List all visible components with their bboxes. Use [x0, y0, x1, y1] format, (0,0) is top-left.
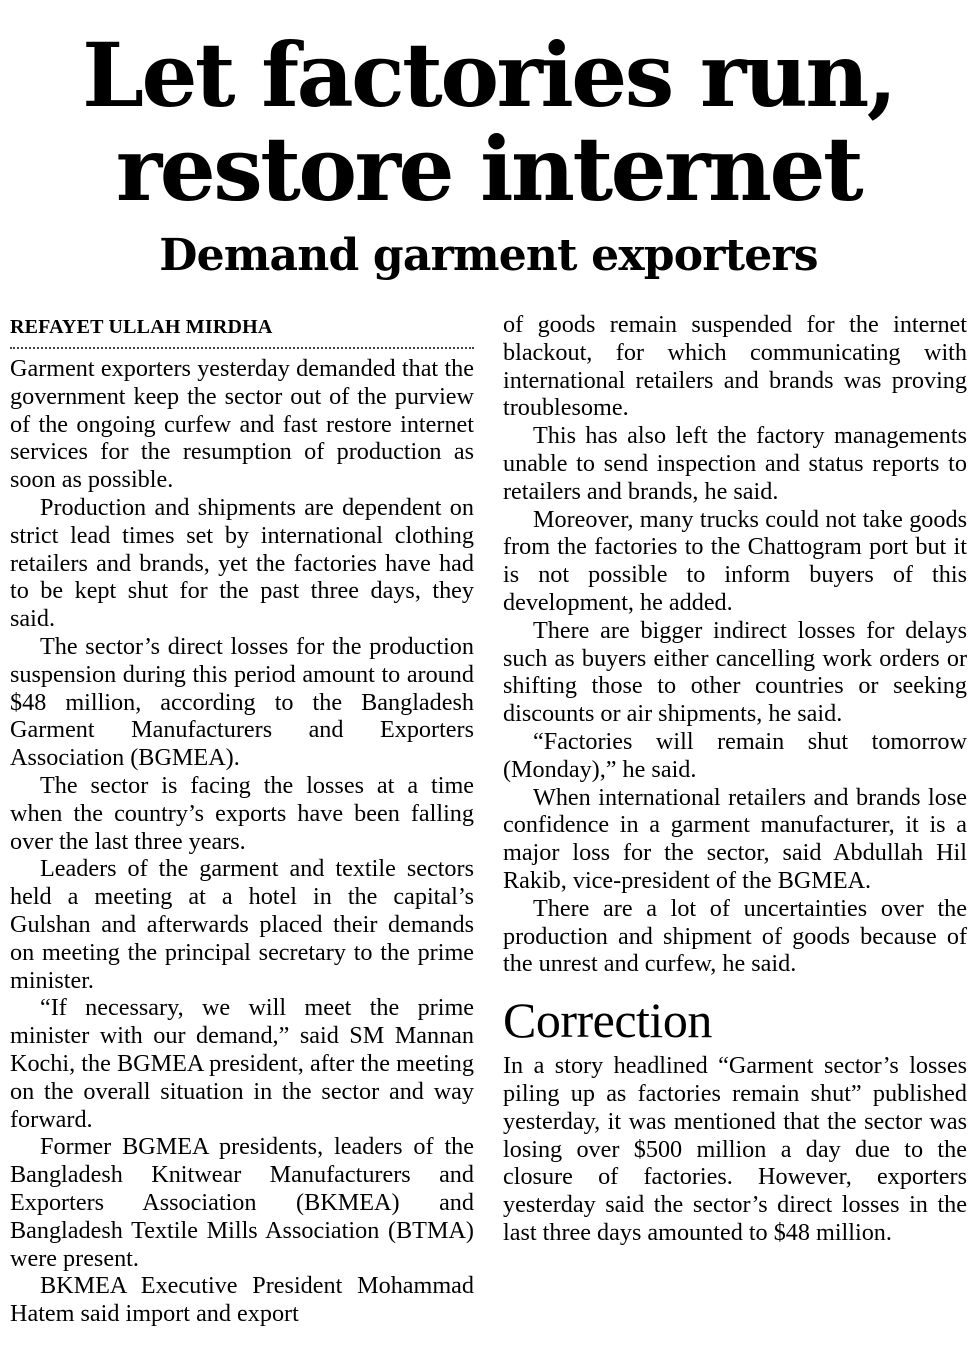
article-paragraph: There are a lot of uncertainties over the production and shipment of goods because of the unrest and curfew, he said.: [503, 894, 967, 978]
article-paragraph: There are bigger indirect losses for delays such as buyers either cancelling work orders or shifting those to other countries or seeking discounts or air shipments, he said.: [503, 616, 967, 728]
article-paragraph: “Factories will remain shut tomorrow (Monday),” he said.: [503, 727, 967, 783]
article-paragraph: When international retailers and brands lose confidence in a garment manufacturer, it is a major loss for the sector, said Abdullah Hil Rakib, vice-president of the BGMEA.: [503, 783, 967, 894]
article-right-column: [503, 311, 967, 1247]
byline: REFAYET ULLAH MIRDHA: [10, 316, 273, 338]
correction-body: In a story headlined “Garment sector’s losses piling up as factories remain shut” published yesterday, it was mentioned that the sector was losing over $500 million a day due to the closure of factories. However, exporters yesterday said the sector’s direct losses in the last three days amounted to $48 million.: [503, 1052, 967, 1246]
headline-line-1: Let factories run,: [82, 23, 895, 127]
article-paragraph: The sector’s direct losses for the production suspension during this period amount to around $48 million, according to the Bangladesh Garment Manufacturers and Exporters Association (BGMEA).: [10, 632, 474, 772]
article-paragraph: BKMEA Executive President Mohammad Hatem said import and export: [10, 1272, 474, 1328]
headline: [0, 23, 977, 221]
article-paragraph: Former BGMEA presidents, leaders of the Bangladesh Knitwear Manufacturers and Exporters Association (BKMEA) and Bangladesh Textile Mills Association (BTMA) were present.: [10, 1133, 474, 1272]
article-paragraph: The sector is facing the losses at a time when the country’s exports have been falling over the last three years.: [10, 771, 474, 855]
article-paragraph: Moreover, many trucks could not take goods from the factories to the Chattogram port but it is not possible to inform buyers of this development, he added.: [503, 505, 967, 616]
article-paragraph: Leaders of the garment and textile sectors held a meeting at a hotel in the capital’s Gulshan and afterwards placed their demands on meeting the principal secretary to the prime minister.: [10, 855, 474, 994]
article-paragraph: Production and shipments are dependent on strict lead times set by international clothing retailers and brands, yet the factories have had to be kept shut for the past three days, they said.: [10, 493, 474, 633]
article-paragraph: “If necessary, we will meet the prime minister with our demand,” said SM Mannan Kochi, the BGMEA president, after the meeting on the overall situation in the sector and way forward.: [10, 994, 474, 1133]
byline-divider: [10, 347, 474, 349]
article-paragraph: of goods remain suspended for the internet blackout, for which communicating with international retailers and brands was proving troublesome.: [503, 311, 967, 422]
headline-line-2: restore internet: [115, 117, 862, 221]
article-left-column: [10, 311, 474, 1328]
subheadline: Demand garment exporters: [159, 230, 818, 281]
correction-title: Correction: [503, 992, 712, 1049]
article-paragraph: This has also left the factory managements unable to send inspection and status reports to retailers and brands, he said.: [503, 422, 967, 505]
article-paragraph: Garment exporters yesterday demanded that the government keep the sector out of the purview of the ongoing curfew and fast restore internet services for the resumption of production as soon as possible.: [10, 355, 474, 494]
